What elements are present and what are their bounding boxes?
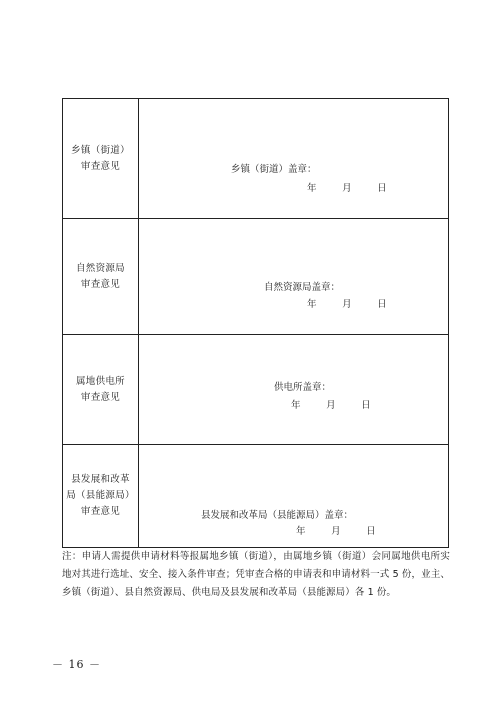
year-label: 年 — [307, 299, 318, 310]
day-label: 日 — [377, 299, 388, 310]
seal-label: 县发展和改革局（县能源局）盖章： — [201, 510, 354, 521]
month-label: 月 — [331, 526, 342, 537]
label-line: 县发展和改革 — [71, 474, 130, 485]
month-label: 月 — [342, 299, 353, 310]
year-label: 年 — [296, 526, 307, 537]
month-label: 月 — [326, 400, 337, 411]
label-line: 审查意见 — [80, 506, 121, 517]
year-label: 年 — [307, 183, 318, 194]
month-label: 月 — [342, 183, 353, 194]
label-line: 审查意见 — [80, 278, 121, 290]
date-line — [307, 296, 387, 310]
row-label — [63, 219, 139, 335]
date-line — [296, 523, 376, 537]
opinion-area — [139, 445, 449, 548]
day-label: 日 — [361, 400, 372, 411]
label-line: 属地供电所 — [75, 375, 125, 387]
label-line: 审查意见 — [80, 391, 121, 403]
row-label — [63, 335, 139, 445]
label-line: 自然资源局 — [75, 262, 125, 274]
opinion-area — [139, 99, 449, 219]
footnote: 注：申请人需提供申请材料等报属地乡镇（街道），由属地乡镇（街道）会同属地供电所实地对其进行选址、安全、接入条件审查；凭审查合格的申请表和申请材料一式 5 份，业主、乡镇（街道）、县自然资源局、供电局及县发展和改革局（县能源局）各 1 份。 — [62, 551, 450, 598]
row-label — [63, 99, 139, 219]
power-station-review-row — [63, 335, 449, 445]
year-label: 年 — [291, 400, 302, 411]
day-label: 日 — [377, 183, 388, 194]
development-reform-review-row — [63, 445, 449, 548]
opinion-area — [139, 335, 449, 445]
row-label — [63, 445, 139, 548]
label-line: 乡镇（街道） — [71, 144, 130, 156]
day-label: 日 — [366, 526, 377, 537]
page-number: － 16 － — [52, 658, 101, 671]
date-line — [307, 180, 387, 194]
natural-resources-review-row — [63, 219, 449, 335]
seal-label: 乡镇（街道）盖章： — [231, 164, 317, 175]
date-line — [291, 397, 371, 411]
seal-label: 供电所盖章： — [274, 382, 332, 393]
township-review-row — [63, 99, 449, 219]
review-opinion-table — [62, 98, 449, 548]
opinion-area — [139, 219, 449, 335]
label-line: 审查意见 — [80, 160, 121, 172]
label-line: 局（县能源局） — [66, 490, 135, 501]
seal-label: 自然资源局盖章： — [264, 282, 341, 293]
